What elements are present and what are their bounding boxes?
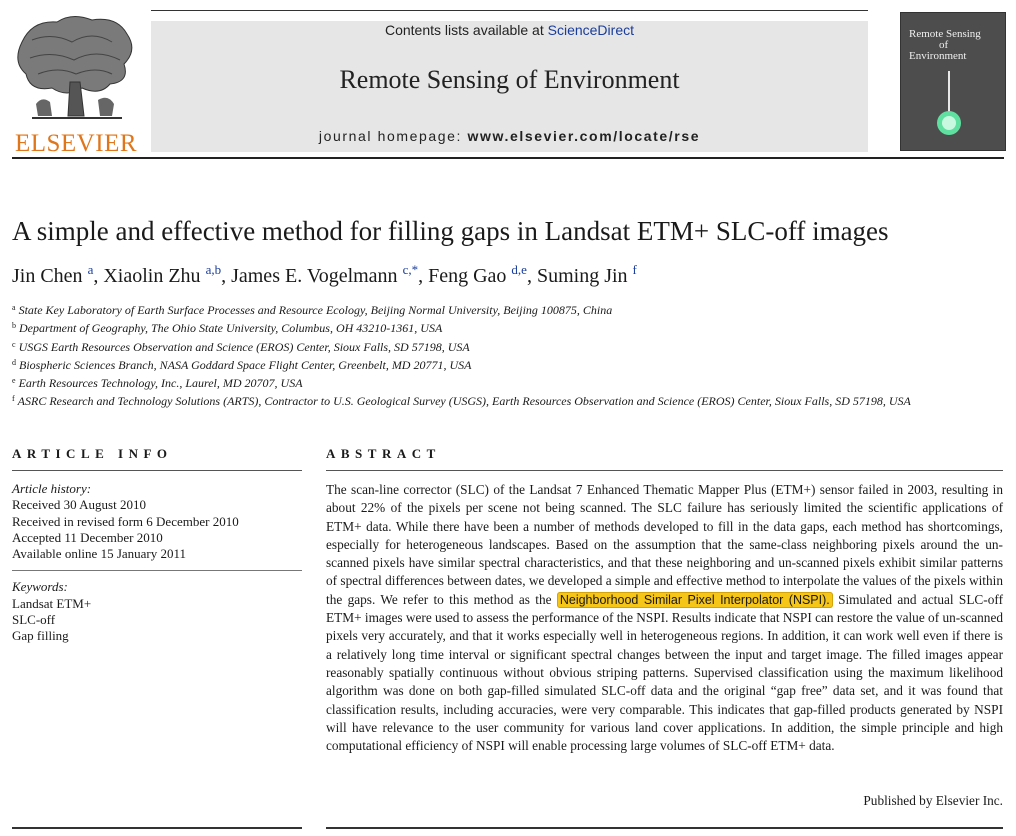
author-affil-ref[interactable]: c,* xyxy=(402,262,419,277)
homepage-link[interactable]: www.elsevier.com/locate/rse xyxy=(467,128,701,144)
abstract-body xyxy=(326,481,1003,755)
affiliation xyxy=(12,391,911,409)
published-by: Published by Elsevier Inc. xyxy=(863,793,1003,808)
cover-art-icon xyxy=(901,13,1005,150)
abstract-rule xyxy=(326,470,1003,471)
keyword-item: SLC-off xyxy=(12,612,56,628)
affiliations xyxy=(12,300,911,410)
abstract-heading: ABSTRACT xyxy=(326,446,441,461)
journal-banner xyxy=(151,21,868,152)
journal-cover-thumbnail[interactable] xyxy=(900,12,1006,151)
affiliation-key: a xyxy=(12,303,16,312)
abstract-text-after: Simulated and actual SLC-off ETM+ images were used to assess the performance of the NSPI. Results indicate that NSPI can restore the value of un-scanned pixels very accurately, and that it works especially well in heterogeneous regions. In addition, it can work well even if there is a relatively long time interval or significant spectral changes between the input and target image. The filled images appear reasonably spatially continuous without obvious striping patterns. Supervised classification using the maximum likelihood algorithm was done on both gap-filled simulated SLC-off data and the original “gap free” data set, and it was found that classification results, including accuracies, were very comparable. This indicates that gap-filled products generated by NSPI will have relevance to the user community for various land cover applications. In addition, the simple principle and high computational efficiency of NSPI will enable processing large volumes of SLC-off ETM+ data. xyxy=(326,591,1003,754)
publisher-name: ELSEVIER xyxy=(14,130,138,157)
affiliation-text: Department of Geography, The Ohio State University, Columbus, OH 43210-1361, USA xyxy=(19,321,443,336)
affiliation-text: Earth Resources Technology, Inc., Laurel, MD 20707, USA xyxy=(18,376,303,391)
article-info xyxy=(12,481,302,645)
highlighted-term[interactable]: Neighborhood Similar Pixel Interpolator (NSPI). xyxy=(557,592,833,608)
author-name[interactable]: Xiaolin Zhu xyxy=(103,265,201,287)
elsevier-logo[interactable] xyxy=(12,12,140,157)
affiliation-text: USGS Earth Resources Observation and Science (EROS) Center, Sioux Falls, SD 57198, USA xyxy=(18,339,470,354)
article-info-rule xyxy=(12,470,302,471)
author-name[interactable]: Feng Gao xyxy=(428,265,507,287)
keyword-item: Gap filling xyxy=(12,628,69,644)
keywords-label: Keywords: xyxy=(12,579,68,595)
author-affil-ref[interactable]: a xyxy=(87,262,94,277)
cover-title-line3: Environment xyxy=(909,50,967,62)
author-name[interactable]: James E. Vogelmann xyxy=(231,265,398,287)
author-affil-ref[interactable]: a,b xyxy=(205,262,222,277)
affiliation-text: Biospheric Sciences Branch, NASA Goddard Space Flight Center, Greenbelt, MD 20771, USA xyxy=(19,357,472,372)
affiliation-key: c xyxy=(12,339,16,349)
cover-title-line2: of xyxy=(939,39,949,51)
affiliation xyxy=(12,355,911,373)
keyword-item: Landsat ETM+ xyxy=(12,595,92,611)
tree-icon xyxy=(12,12,140,130)
author-affil-ref[interactable]: d,e xyxy=(511,262,527,277)
history-item: Available online 15 January 2011 xyxy=(12,546,187,562)
history-label: Article history: xyxy=(12,481,92,496)
article-title: A simple and effective method for filling gaps in Landsat ETM+ SLC-off images xyxy=(12,216,889,246)
journal-title[interactable]: Remote Sensing of Environment xyxy=(339,65,680,94)
history-item: Received in revised form 6 December 2010 xyxy=(12,513,239,529)
contents-prefix: Contents lists available at xyxy=(384,22,548,38)
affiliation xyxy=(12,318,911,336)
keywords-rule xyxy=(12,570,302,571)
affiliation-text: State Key Laboratory of Earth Surface Processes and Resource Ecology, Beijing Normal University, Beijing 100875, China xyxy=(18,303,613,317)
history-item: Received 30 August 2010 xyxy=(12,497,146,513)
affiliation-key: e xyxy=(12,376,16,386)
right-bottom-rule xyxy=(326,827,1003,829)
affiliation-key: b xyxy=(12,321,16,331)
header-bottom-rule xyxy=(12,157,1004,159)
homepage-prefix: journal homepage: xyxy=(318,128,468,144)
author-name[interactable]: Jin Chen xyxy=(12,265,83,287)
affiliation xyxy=(12,337,911,355)
author-list: Jin Chen $^a$, Xiaolin Zhu $^{a,b}$, James E. Vogelmann $^{c,*}$, Feng Gao $^{d,e}$, Suming Jin $^f$ xyxy=(12,262,637,287)
affiliation-text: ASRC Research and Technology Solutions (ARTS), Contractor to U.S. Geological Survey (USGS), Earth Resources Observation and Science (EROS) Center, Sioux Falls, SD 57198, USA xyxy=(17,394,911,409)
affiliation-key: d xyxy=(12,357,16,367)
article-info-heading: ARTICLE INFO xyxy=(12,446,173,461)
contents-line xyxy=(151,22,868,38)
history-item: Accepted 11 December 2010 xyxy=(12,529,163,545)
left-bottom-rule xyxy=(12,827,302,829)
affiliation xyxy=(12,373,911,391)
abstract-text-before: The scan-line corrector (SLC) of the Landsat 7 Enhanced Thematic Mapper Plus (ETM+) sensor failed in 2003, resulting in about 22% of the pixels per scene not being scanned. The SLC failure has seriously limited the scientific applications of ETM+ data. While there have been a number of methods developed to fill in the data gaps, each method has shortcomings, especially for heterogeneous landscapes. Based on the assumption that the same-class neighboring pixels around the un-scanned pixels have similar spectral characteristics, and that these neighboring and un-scanned pixels exhibit similar patterns of spectral differences between dates, we developed a simple and effective method to interpolate the values of the pixels within the gaps. We refer to this method as the xyxy=(326,482,1003,607)
header-top-rule xyxy=(151,10,868,11)
author-affil-ref[interactable]: f xyxy=(632,262,637,277)
cover-title-line1: Remote Sensing xyxy=(909,28,981,40)
affiliation-key: f xyxy=(12,394,15,404)
sciencedirect-link[interactable]: ScienceDirect xyxy=(547,22,634,38)
affiliation xyxy=(12,300,911,318)
author-name[interactable]: Suming Jin xyxy=(536,265,628,287)
homepage-line xyxy=(151,128,868,144)
